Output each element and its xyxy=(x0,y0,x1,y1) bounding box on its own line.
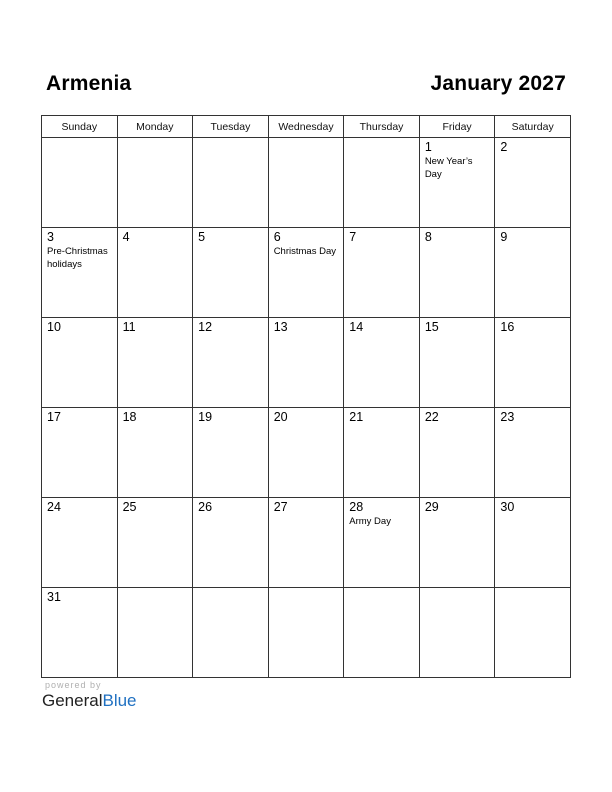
day-number: 16 xyxy=(500,320,515,334)
day-cell xyxy=(193,228,269,318)
week-row xyxy=(42,228,571,318)
generalblue-logo xyxy=(42,691,137,711)
day-cell xyxy=(117,228,193,318)
holiday-label: Christmas Day xyxy=(273,246,336,257)
holiday-label: Pre-Christmas holidays xyxy=(47,246,108,270)
footer xyxy=(42,680,137,711)
day-number: 18 xyxy=(122,410,137,424)
day-number: 25 xyxy=(122,500,137,514)
day-number: 10 xyxy=(47,320,61,334)
day-number: 14 xyxy=(349,320,364,334)
day-number: 8 xyxy=(424,230,432,244)
week-row xyxy=(42,588,571,678)
day-cell xyxy=(419,588,495,678)
day-cell xyxy=(344,228,420,318)
day-cell xyxy=(268,138,344,228)
weekday-monday: Monday xyxy=(117,116,193,138)
day-cell xyxy=(268,228,344,318)
day-cell xyxy=(344,318,420,408)
week-row xyxy=(42,318,571,408)
powered-by-label: powered by xyxy=(45,680,102,690)
day-number: 26 xyxy=(198,500,213,514)
holiday-label: New Year’s Day xyxy=(424,156,473,180)
weekday-friday: Friday xyxy=(419,116,495,138)
day-cell xyxy=(42,138,118,228)
day-cell xyxy=(495,318,571,408)
day-cell xyxy=(495,228,571,318)
day-cell xyxy=(419,138,495,228)
day-number: 5 xyxy=(198,230,206,244)
day-cell xyxy=(117,138,193,228)
day-number: 9 xyxy=(500,230,508,244)
day-cell xyxy=(193,408,269,498)
day-number: 30 xyxy=(500,500,515,514)
day-cell xyxy=(495,138,571,228)
day-number: 1 xyxy=(424,140,432,154)
brand-blue: Blue xyxy=(102,691,137,710)
day-cell xyxy=(117,408,193,498)
day-cell xyxy=(268,408,344,498)
day-cell xyxy=(42,588,118,678)
day-number: 6 xyxy=(273,230,281,244)
day-cell xyxy=(344,498,420,588)
weekday-tuesday: Tuesday xyxy=(193,116,269,138)
week-row xyxy=(42,408,571,498)
day-cell xyxy=(42,498,118,588)
day-number: 21 xyxy=(349,410,364,424)
day-cell xyxy=(344,138,420,228)
day-cell xyxy=(193,318,269,408)
weekday-thursday: Thursday xyxy=(344,116,420,138)
day-cell xyxy=(193,588,269,678)
week-row xyxy=(42,138,571,228)
day-cell xyxy=(193,138,269,228)
day-number: 12 xyxy=(198,320,213,334)
day-cell xyxy=(42,228,118,318)
weekday-saturday: Saturday xyxy=(495,116,571,138)
day-number: 23 xyxy=(500,410,515,424)
day-cell xyxy=(495,408,571,498)
day-number: 19 xyxy=(198,410,213,424)
day-cell xyxy=(117,498,193,588)
day-number: 13 xyxy=(273,320,288,334)
brand-general: General xyxy=(42,691,103,710)
day-cell xyxy=(117,318,193,408)
day-number: 15 xyxy=(424,320,439,334)
day-cell xyxy=(117,588,193,678)
month-title: January 2027 xyxy=(430,72,566,95)
day-number: 22 xyxy=(424,410,439,424)
day-number: 29 xyxy=(424,500,439,514)
day-number: 17 xyxy=(47,410,61,424)
day-cell xyxy=(419,498,495,588)
day-cell xyxy=(193,498,269,588)
holiday-label: Army Day xyxy=(349,516,391,527)
weekday-header-row xyxy=(42,116,571,138)
day-number: 20 xyxy=(273,410,288,424)
day-cell xyxy=(42,318,118,408)
day-cell xyxy=(268,588,344,678)
day-number: 27 xyxy=(273,500,288,514)
day-cell xyxy=(344,588,420,678)
day-cell xyxy=(419,408,495,498)
week-row xyxy=(42,498,571,588)
country-title: Armenia xyxy=(46,72,132,95)
day-number: 24 xyxy=(47,500,61,514)
day-cell xyxy=(42,408,118,498)
day-cell xyxy=(495,498,571,588)
day-number: 4 xyxy=(122,230,130,244)
day-cell xyxy=(344,408,420,498)
day-cell xyxy=(268,498,344,588)
day-number: 28 xyxy=(349,500,364,514)
weekday-wednesday: Wednesday xyxy=(268,116,344,138)
calendar-header xyxy=(46,70,566,98)
day-cell xyxy=(268,318,344,408)
day-cell xyxy=(419,228,495,318)
day-number: 3 xyxy=(47,230,54,244)
day-number: 7 xyxy=(349,230,357,244)
day-cell xyxy=(495,588,571,678)
day-number: 31 xyxy=(47,590,61,604)
day-number: 11 xyxy=(122,320,136,334)
weekday-sunday: Sunday xyxy=(42,116,118,138)
day-number: 2 xyxy=(500,140,508,154)
calendar-grid xyxy=(41,115,571,678)
day-cell xyxy=(419,318,495,408)
